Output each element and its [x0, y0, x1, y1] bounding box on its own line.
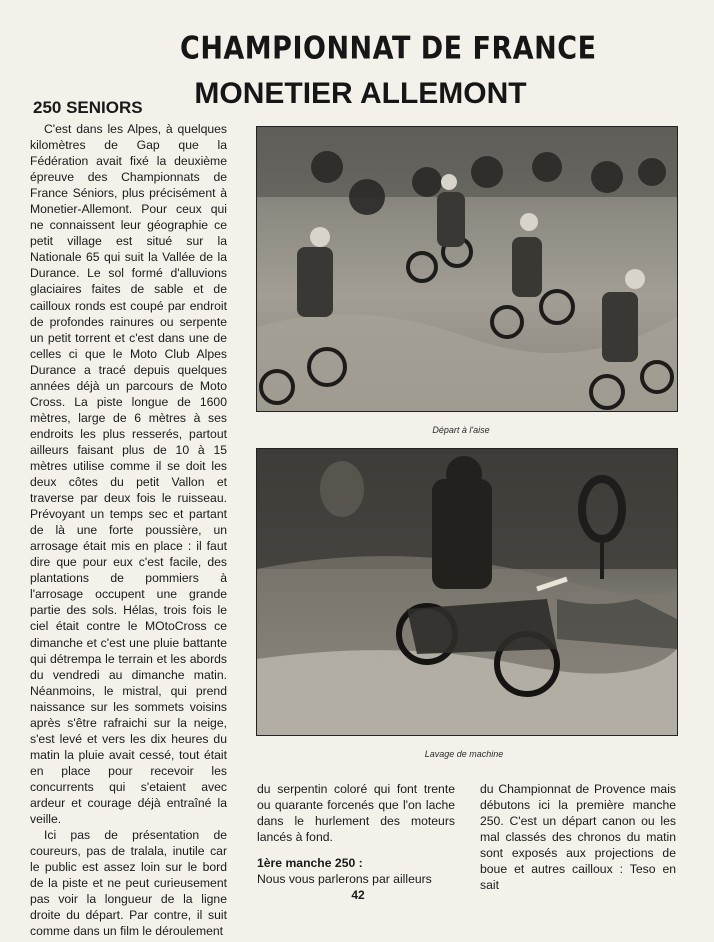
- article-paragraph: Nous vous parlerons par ailleurs: [257, 872, 432, 887]
- article-paragraph: du serpentin coloré qui font trente ou quarante forcenés que l'on lache dans le hurlement des moteurs lancés à fond.: [257, 782, 455, 845]
- section-heading: 250 SENIORS: [33, 98, 143, 117]
- photo-bike-wash: [256, 448, 678, 736]
- headline-line1: CHAMPIONNAT DE FRANCE: [180, 30, 597, 67]
- photo-caption: Départ à l'aise: [432, 425, 490, 435]
- headline-line2: MONETIER ALLEMONT: [194, 77, 527, 110]
- article-paragraph: du Championnat de Provence mais débutons ici la première manche 250. C'est un départ canon ou les mal classés des chronos du matin sont exposés aux projections de boue et autres cailloux : Teso en sait: [480, 782, 676, 893]
- article-paragraph: C'est dans les Alpes, à quelques kilomètres de Gap que la Fédération avait fixé la deuxième épreuve des Championnats de France Séniors, plus précisément à Monetier-Allemont. Pour ceux qui ne connaissent leur géographie ce petit village est situé sur la Nationale 65 qui suit la Vallée de la Durance. Le sol formé d'alluvions glaciaires faites de sable et de cailloux ronds est coupé par endroit de profondes rainures ou serpente un petit torrent et c'est dans une de celles ci que le Moto Club Alpes Durance a tracé depuis quelques années déjà un parcours de Moto Cross. La piste longue de 1600 mètres, large de 6 mètres à ses endroits les plus resserés, partout ailleurs faisant plus de 10 à 15 mètres utilise comme il se doit les deux côtes du petit Vallon et traverse par deux fois le ruisseau. Prévoyant un temps sec et partant de là une forte poussière, un arrosage était mis en place : il faut dire que pour eux c'est facile, des plantations de pommiers à l'arrosage occupent une grande partie des sols. Hélas, trois fois le ciel était contre le MOtoCross ce dimanche et c'est une pluie battante qui détrempa le terrain et les abords du vendredi au dimanche matin. Néanmoins, le mistral, qui prend naissance sur les sommets voisins après s'être rafraichi sur la neige, s'est levé et vers les dix heures du matin la pluie avait cessé, tout était en place pour recevoir les concurrents qui s'etaient avec ardeur et courage déjà entraîné la veille.: [30, 122, 227, 827]
- photo-race-start-image: [257, 127, 677, 411]
- photo-race-start: [256, 126, 678, 412]
- article-paragraph: Ici pas de présentation de coureurs, pas de tralala, inutile car le public est assez loin sur le bord de la piste et ne peut curieusement pas voir la longueur de la ligne droite du départ. Par contre, il suit comme dans un film le déroulement: [30, 828, 227, 939]
- page-number: 42: [351, 888, 365, 902]
- subheading: 1ère manche 250 :: [257, 856, 363, 871]
- photo-bike-wash-image: [257, 449, 677, 735]
- article-column-2: [257, 781, 455, 887]
- photo-caption: Lavage de machine: [424, 749, 504, 759]
- article-column-3: [480, 781, 676, 893]
- article-column-1: [30, 121, 227, 939]
